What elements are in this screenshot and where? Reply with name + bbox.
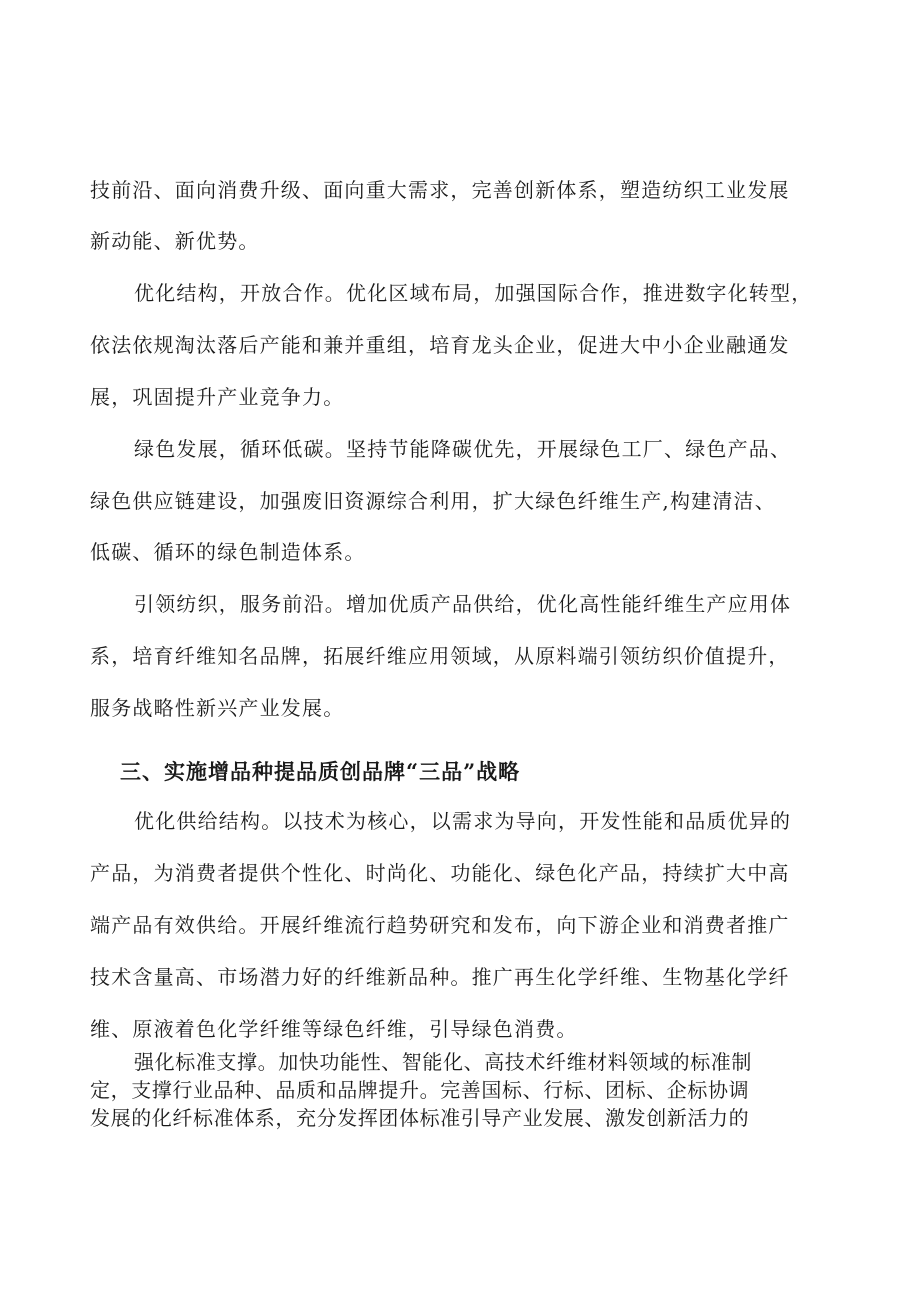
paragraph-line: 绿色供应链建设，加强废旧资源综合利用，扩大绿色纤维生产,构建清洁、: [90, 489, 776, 513]
paragraph-line: 新动能、新优势。: [90, 229, 260, 253]
paragraph-line: 维、原液着色化学纤维等绿色纤维，引导绿色消费。: [90, 1017, 578, 1041]
paragraph-line: 技前沿、面向消费升级、面向重大需求，完善创新体系，塑造纺织工业发展: [90, 178, 790, 202]
paragraph-line: 系，培育纤维知名品牌，拓展纤维应用领域，从原料端引领纺织价值提升，: [90, 644, 790, 668]
paragraph-line: 绿色发展，循环低碳。坚持节能降碳优先，开展绿色工厂、绿色产品、: [134, 437, 792, 461]
paragraph-line: 强化标准支撑。加快功能性、智能化、高技术纤维材料领域的标准制: [134, 1050, 752, 1074]
paragraph-line: 发展的化纤标准体系，充分发挥团体标准引导产业发展、激发创新活力的: [90, 1106, 750, 1130]
paragraph-line: 展，巩固提升产业竞争力。: [90, 385, 345, 409]
section-heading: 三、实施增品种提品质创品牌“三品”战略: [120, 759, 521, 784]
paragraph-line: 产品，为消费者提供个性化、时尚化、功能化、绿色化产品，持续扩大中高: [90, 861, 790, 885]
paragraph-line: 定，支撑行业品种、品质和品牌提升。完善国标、行标、团标、企标协调: [90, 1078, 750, 1102]
paragraph-line: 技术含量高、市场潜力好的纤维新品种。推广再生化学纤维、生物基化学纤: [90, 965, 790, 989]
paragraph-line: 优化供给结构。以技术为核心，以需求为导向，开发性能和品质优异的: [134, 809, 792, 833]
paragraph-line: 引领纺织，服务前沿。增加优质产品供给，优化高性能纤维生产应用体: [134, 592, 792, 616]
paragraph-line: 服务战略性新兴产业发展。: [90, 696, 345, 720]
paragraph-line: 端产品有效供给。开展纤维流行趋势研究和发布，向下游企业和消费者推广: [90, 913, 790, 937]
paragraph-line: 依法依规淘汰落后产能和兼并重组，培育龙头企业，促进大中小企业融通发: [90, 333, 790, 357]
paragraph-line: 优化结构，开放合作。优化区域布局，加强国际合作，推进数字化转型，: [134, 281, 813, 305]
paragraph-line: 低碳、循环的绿色制造体系。: [90, 540, 366, 564]
